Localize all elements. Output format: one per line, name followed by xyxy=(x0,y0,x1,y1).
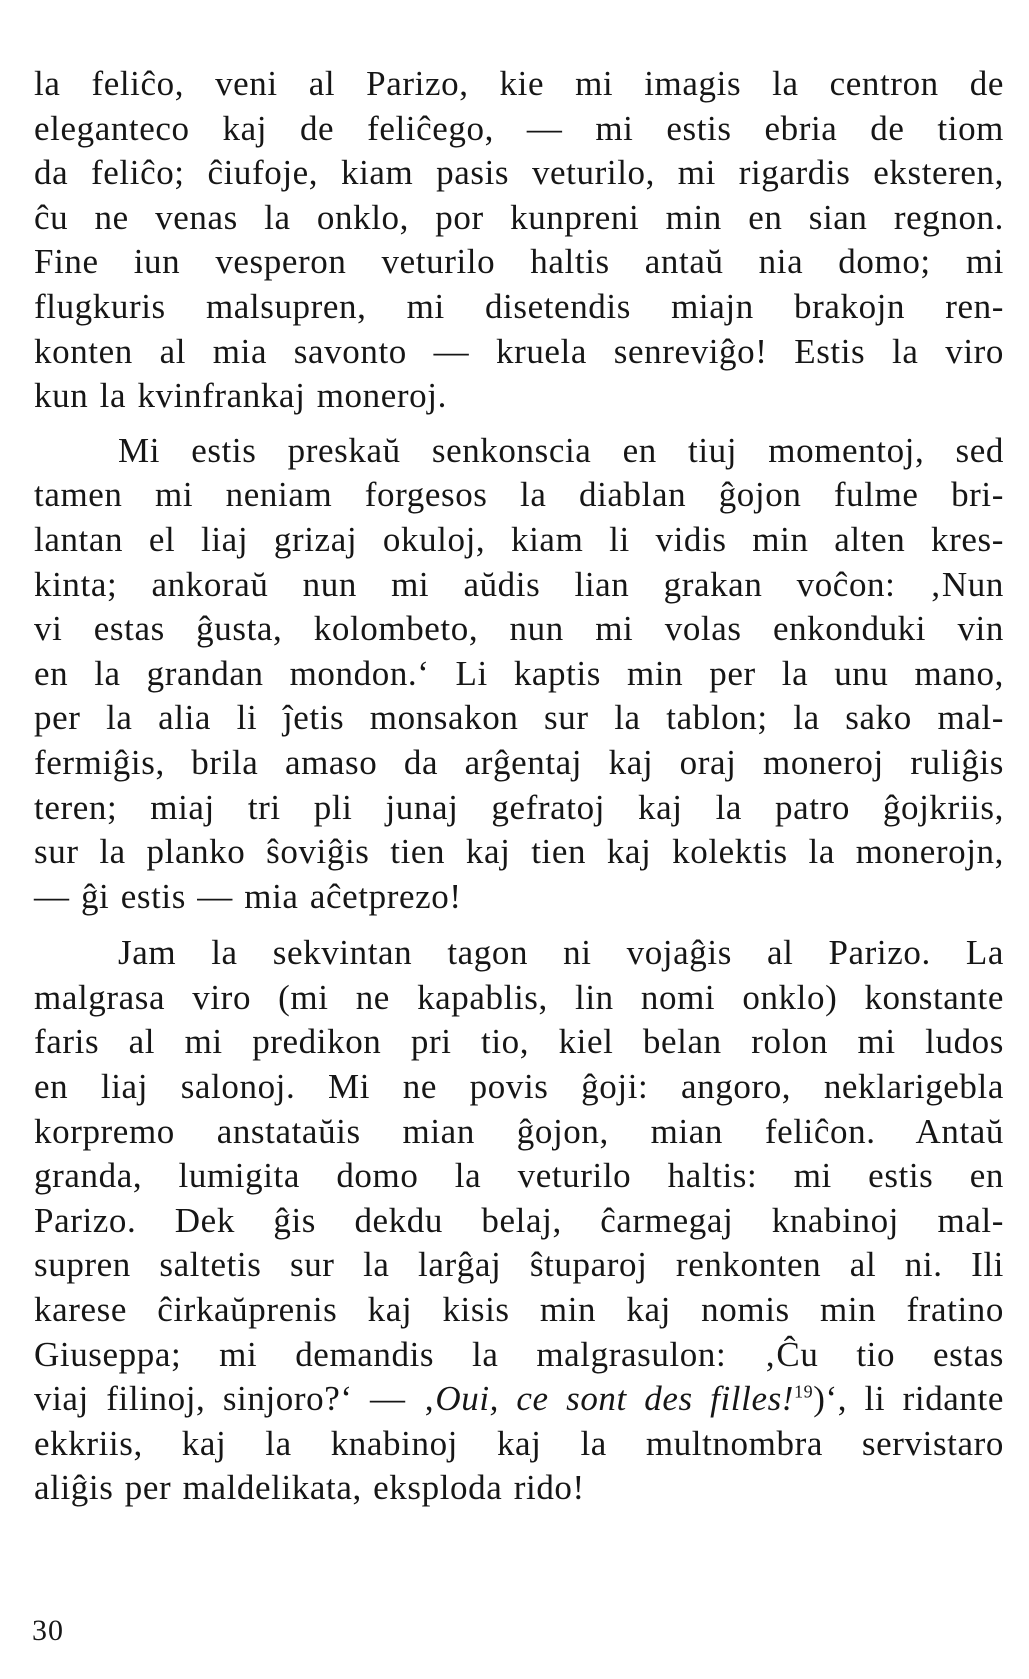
text-line-with-quote xyxy=(34,1377,1004,1422)
paragraph-3 xyxy=(34,931,1004,1511)
quote-tail: )‘, li ridante xyxy=(813,1379,1004,1419)
text-line: supren saltetis sur la larĝaj ŝtuparoj renkonten al ni. Ili xyxy=(34,1245,1004,1285)
text-line: granda, lumigita domo la veturilo haltis: mi estis en xyxy=(34,1156,1004,1196)
text-line: fermiĝis, brila amaso da arĝentaj kaj oraj moneroj ruliĝis xyxy=(34,742,1004,782)
text-line: konten al mia savonto — kruela senreviĝo! Estis la viro xyxy=(34,331,1004,371)
text-line: Giuseppa; mi demandis la malgrasulon: ‚Ĉu tio estas xyxy=(34,1334,1004,1374)
text-line: malgrasa viro (mi ne kapablis, lin nomi onklo) konstante xyxy=(34,977,1004,1017)
text-line: ekkriis, kaj la knabinoj kaj la multnombra servistaro xyxy=(34,1423,1004,1463)
text-line: aliĝis per maldelikata, eksploda rido! xyxy=(34,1468,585,1508)
text-line: kun la kvinfrankaj moneroj. xyxy=(34,376,447,416)
text-line: en liaj salonoj. Mi ne povis ĝoji: angoro, neklarigebla xyxy=(34,1067,1004,1107)
page-number: 30 xyxy=(32,1614,64,1647)
text-line: kinta; ankoraŭ nun mi aŭdis lian grakan voĉon: ‚Nun xyxy=(34,564,1004,604)
text-line: tamen mi neniam forgesos la diablan ĝojon fulme bri- xyxy=(34,475,1004,515)
book-page xyxy=(34,62,1004,1511)
text-line: lantan el liaj grizaj okuloj, kiam li vidis min alten kres- xyxy=(34,519,1004,559)
text-line: la feliĉo, veni al Parizo, kie mi imagis la centron de xyxy=(34,64,1004,103)
text-line: karese ĉirkaŭprenis kaj kisis min kaj nomis min fratino xyxy=(34,1290,1004,1330)
text-line: faris al mi predikon pri tio, kiel belan rolon mi ludos xyxy=(34,1022,1004,1062)
text-line: eleganteco kaj de feliĉego, — mi estis ebria de tiom xyxy=(34,108,1004,148)
text-line: Mi estis preskaŭ senkonscia en tiuj momentoj, sed xyxy=(118,430,1004,470)
text-line: teren; miaj tri pli junaj gefratoj kaj la patro ĝojkriis, xyxy=(34,787,1004,827)
text-line: da feliĉo; ĉiufoje, kiam pasis veturilo, mi rigardis eksteren, xyxy=(34,153,1004,193)
paragraph-1 xyxy=(34,62,1004,419)
text-line: vi estas ĝusta, kolombeto, nun mi volas enkonduki vin xyxy=(34,609,1004,649)
text-line: Parizo. Dek ĝis dekdu belaj, ĉarmegaj knabinoj mal- xyxy=(34,1200,1004,1240)
text-line: per la alia li ĵetis monsakon sur la tablon; la sako mal- xyxy=(34,698,1004,738)
text-line: Fine iun vesperon veturilo haltis antaŭ nia domo; mi xyxy=(34,242,1004,282)
footnote-marker[interactable]: 19 xyxy=(794,1381,814,1402)
quote-lead: viaj filinoj, sinjoro?‘ — ‚ xyxy=(34,1379,436,1419)
paragraph-2 xyxy=(34,429,1004,920)
text-line: flugkuris malsupren, mi disetendis miajn brakojn ren- xyxy=(34,286,1004,326)
text-line: sur la planko ŝoviĝis tien kaj tien kaj kolektis la monerojn, xyxy=(34,832,1004,872)
french-quote: Oui, ce sont des filles! xyxy=(435,1379,795,1419)
text-line: en la grandan mondon.‘ Li kaptis min per la unu mano, xyxy=(34,653,1004,693)
text-line: Jam la sekvintan tagon ni vojaĝis al Parizo. La xyxy=(118,933,1004,973)
text-line: korpremo anstataŭis mian ĝojon, mian feliĉon. Antaŭ xyxy=(34,1111,1004,1151)
text-line: ĉu ne venas la onklo, por kunpreni min en sian regnon. xyxy=(34,197,1004,237)
text-line: — ĝi estis — mia aĉetprezo! xyxy=(34,876,462,916)
